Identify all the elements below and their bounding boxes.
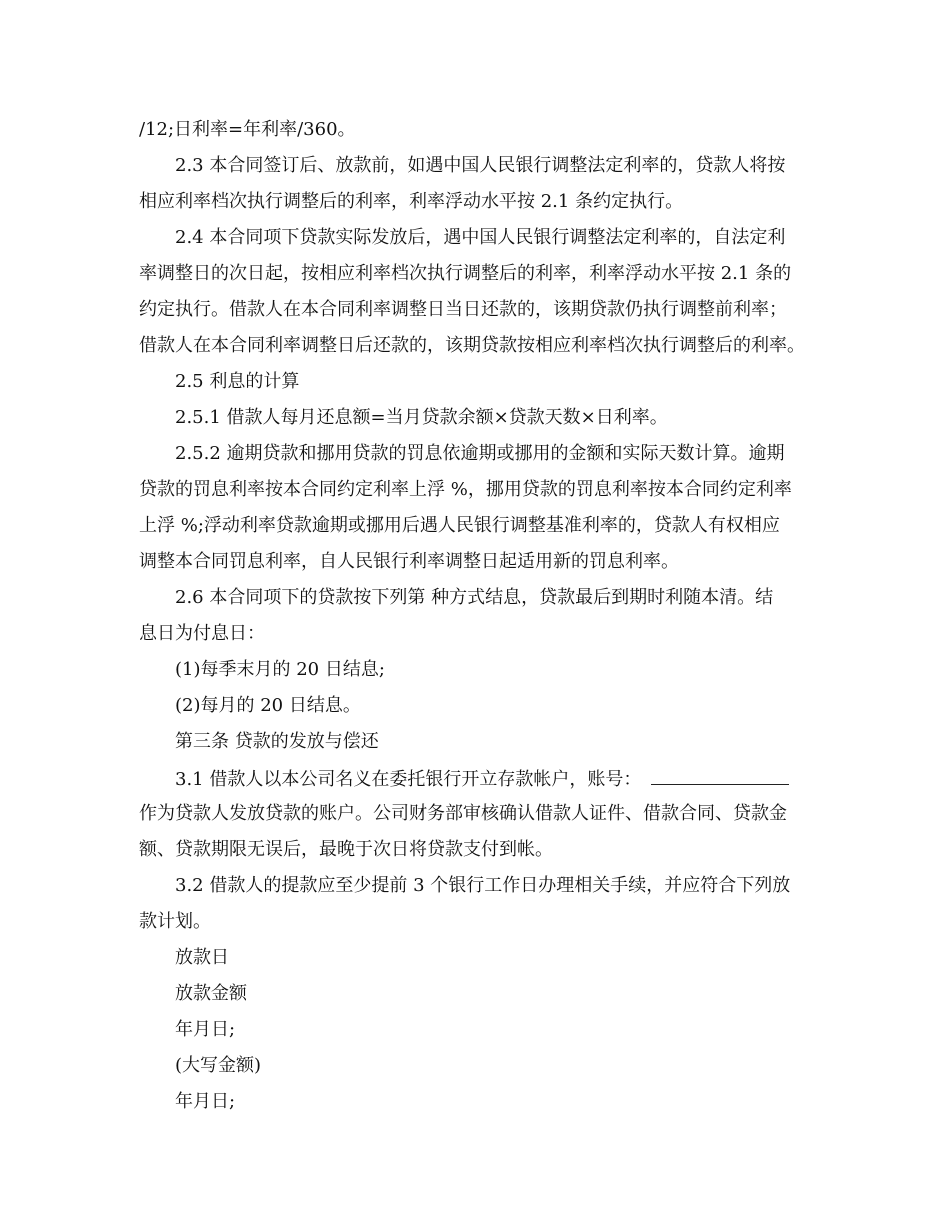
text-line: 2.5.2 逾期贷款和挪用贷款的罚息依逾期或挪用的金额和实际天数计算。逾期 — [175, 443, 785, 464]
text-line: 款计划。 — [139, 911, 211, 932]
text-line: 年月日; — [175, 1091, 236, 1112]
text-line: 2.5.1 借款人每月还息额=当月贷款余额×贷款天数×日利率。 — [175, 407, 668, 428]
section-heading: 第三条 贷款的发放与偿还 — [175, 731, 379, 752]
text-line-with-blank — [175, 766, 789, 792]
text-line: /12;日利率=年利率/360。 — [139, 119, 356, 140]
text-line: 年月日; — [175, 1019, 236, 1040]
text-line: 率调整日的次日起，按相应利率档次执行调整后的利率，利率浮动水平按 2.1 条的 — [139, 263, 792, 284]
text-line: 2.5 利息的计算 — [175, 371, 300, 392]
text-line: 额、贷款期限无误后，最晚于次日将贷款支付到帐。 — [139, 839, 553, 860]
text-line: 2.3 本合同签订后、放款前，如遇中国人民银行调整法定利率的，贷款人将按 — [175, 155, 786, 176]
text-line: 相应利率档次执行调整后的利率，利率浮动水平按 2.1 条约定执行。 — [139, 191, 684, 212]
text-line: 3.2 借款人的提款应至少提前 3 个银行工作日办理相关手续，并应符合下列放 — [175, 875, 791, 896]
text-line: (2)每月的 20 日结息。 — [175, 695, 361, 716]
text-line: 调整本合同罚息利率，自人民银行利率调整日起适用新的罚息利率。 — [139, 551, 679, 572]
text-line: (大写金额) — [175, 1055, 262, 1076]
text-line: 上浮 %;浮动利率贷款逾期或挪用后遇人民银行调整基准利率的，贷款人有权相应 — [139, 515, 780, 536]
text-line: 2.6 本合同项下的贷款按下列第 种方式结息，贷款最后到期时利随本清。结 — [175, 587, 774, 608]
text-line: 借款人在本合同利率调整日后还款的，该期贷款按相应利率档次执行调整后的利率。 — [139, 335, 805, 356]
text-line: 息日为付息日： — [139, 623, 265, 644]
text-line: 放款金额 — [175, 983, 247, 1004]
text-line: (1)每季末月的 20 日结息; — [175, 659, 385, 680]
text-line: 2.4 本合同项下贷款实际发放后，遇中国人民银行调整法定利率的，自法定利 — [175, 227, 786, 248]
text-line: 3.1 借款人以本公司名义在委托银行开立存款帐户，账号： — [175, 769, 642, 790]
text-line: 约定执行。借款人在本合同利率调整日当日还款的，该期贷款仍执行调整前利率； — [139, 299, 787, 320]
text-line: 贷款的罚息利率按本合同约定利率上浮 %，挪用贷款的罚息利率按本合同约定利率 — [139, 479, 792, 500]
account-number-blank — [651, 766, 789, 785]
text-line: 放款日 — [175, 947, 229, 968]
text-line: 作为贷款人发放贷款的账户。公司财务部审核确认借款人证件、借款合同、贷款金 — [139, 803, 787, 824]
